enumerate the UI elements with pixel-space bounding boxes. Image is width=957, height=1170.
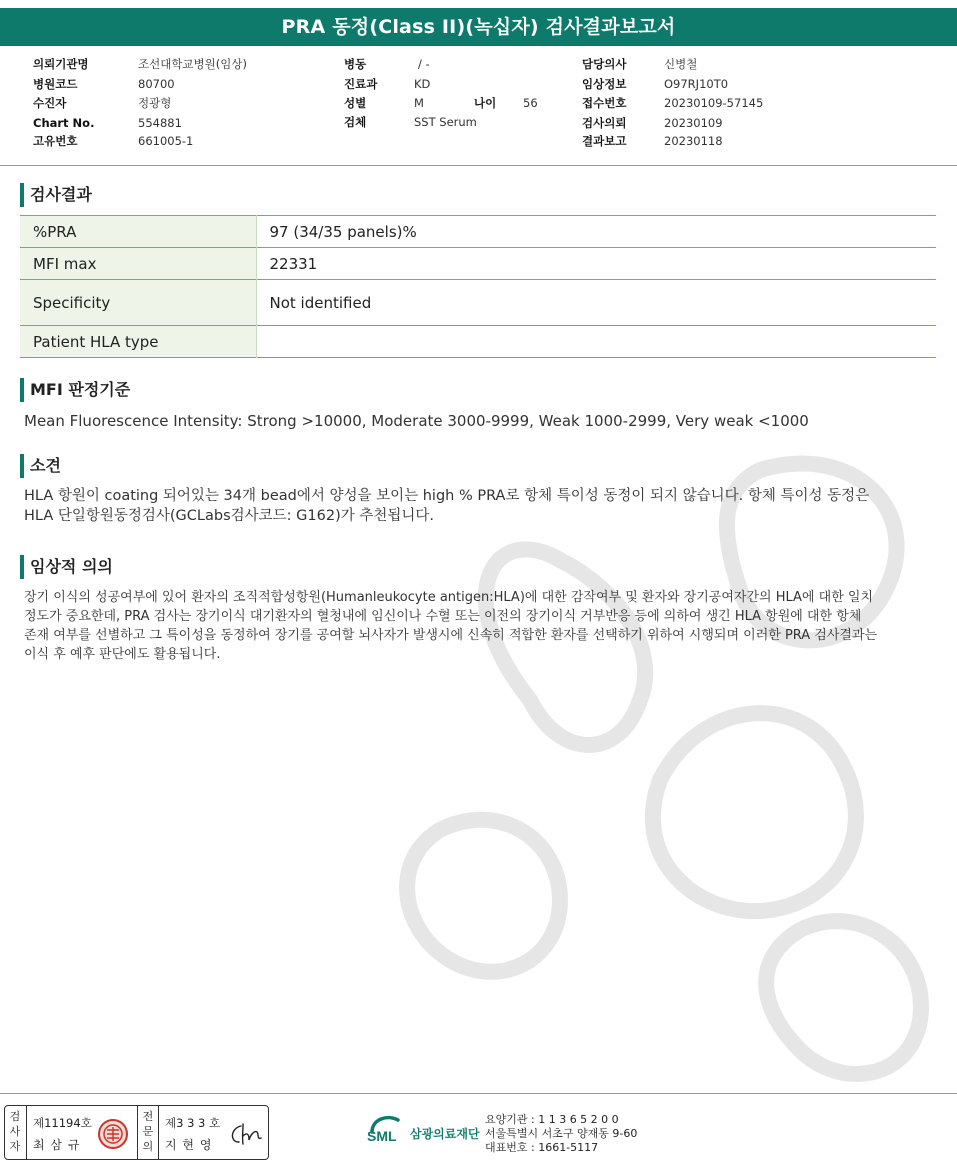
specificity-label: Specificity [20, 280, 256, 326]
footer-divider [0, 1093, 957, 1094]
report-date-label: 결과보고 [582, 134, 627, 148]
opinion-line: HLA 단일항원동정검사(GCLabs검사코드: G162)가 추천됩니다. [24, 508, 434, 524]
ward-value: / - [418, 57, 430, 71]
patient-name-value: 정광형 [138, 96, 172, 110]
physician-vertical-label [141, 1109, 155, 1154]
results-section-title: 검사결과 [20, 183, 92, 207]
receipt-no-value: 20230109-57145 [664, 96, 764, 110]
examiner-name: 최 삼 규 [33, 1138, 81, 1152]
significance-section-title: 임상적 의의 [20, 555, 113, 579]
vlabel-char: 사 [9, 1125, 21, 1138]
physician-name: 지 현 영 [165, 1138, 213, 1152]
doctor-value: 신병철 [664, 57, 698, 71]
ward-label: 병동 [344, 57, 367, 71]
significance-line: 정도가 중요한데, PRA 검사는 장기이식 대기환자의 혈청내에 임신이나 수혈 또는 이전의 장기이식 거부반응 등에 의하여 생긴 HLA 항원에 대한 항체 [24, 609, 862, 624]
org-info-line: 요양기관 : 1 1 3 6 5 2 0 0 [485, 1113, 619, 1126]
patient-info-header [0, 46, 957, 166]
mfi-max-label: MFI max [20, 248, 256, 280]
significance-line: 이식 후 예후 판단에도 활용됩니다. [24, 647, 221, 662]
org-info-line: 대표번호 : 1661-5117 [485, 1141, 599, 1154]
table-row [20, 326, 936, 358]
specimen-value: SST Serum [414, 115, 477, 129]
hospital-code-label: 병원코드 [33, 77, 78, 91]
mfi-max-value: 22331 [269, 254, 318, 273]
sign-divider [26, 1106, 27, 1159]
signature-box [4, 1105, 269, 1160]
hospital-code-value: 80700 [138, 77, 175, 91]
vlabel-char: 전 [142, 1110, 154, 1123]
vlabel-char: 검 [9, 1110, 21, 1123]
receipt-no-label: 접수번호 [582, 96, 627, 110]
mfi-criteria-text: Mean Fluorescence Intensity: Strong >10000, Moderate 3000-9999, Weak 1000-2999, Very weak <1000 [24, 412, 809, 430]
table-row [20, 280, 936, 326]
age-label: 나이 [474, 96, 497, 110]
org-name: 삼광의료재단 [410, 1127, 480, 1141]
sign-divider [137, 1106, 138, 1159]
chart-no-value: 554881 [138, 116, 182, 130]
department-label: 진료과 [344, 77, 378, 91]
department-value: KD [414, 77, 431, 91]
significance-line: 장기 이식의 성공여부에 있어 환자의 조직적합성항원(Humanleukocyte antigen:HLA)에 대한 감작여부 및 환자와 장기공여자간의 HLA에 대한 일치 [24, 590, 873, 605]
examiner-license: 제11194호 [33, 1116, 92, 1130]
physician-license: 제3 3 3 호 [165, 1116, 221, 1130]
age-value: 56 [523, 96, 538, 110]
institution-value: 조선대학교병원(임상) [138, 57, 247, 71]
request-date-label: 검사의뢰 [582, 116, 627, 130]
vlabel-char: 문 [142, 1125, 154, 1138]
sex-value: M [414, 96, 424, 110]
opinion-line: HLA 항원이 coating 되어있는 34개 bead에서 양성을 보이는 high % PRA로 항체 특이성 동정이 되지 않습니다. 항체 특이성 동정은 [24, 488, 870, 504]
clinical-info-label: 임상정보 [582, 77, 627, 91]
sign-divider [158, 1106, 159, 1159]
report-title: PRA 동정(Class II)(녹십자) 검사결과보고서 [0, 8, 957, 46]
vlabel-char: 자 [9, 1140, 21, 1153]
chart-no-label: Chart No. [33, 116, 95, 130]
specimen-label: 검체 [344, 115, 367, 129]
sml-logo-icon [366, 1110, 406, 1150]
handwritten-signature-icon [227, 1120, 265, 1148]
sml-logo-text: SML [367, 1128, 397, 1144]
org-info [485, 1113, 637, 1155]
unique-id-label: 고유번호 [33, 134, 78, 148]
clinical-info-value: O97RJ10T0 [664, 77, 729, 91]
table-row [20, 248, 936, 280]
seal-stamp-icon [97, 1118, 129, 1150]
significance-line: 존재 여부를 선별하고 그 특이성을 동정하여 장기를 공여할 뇌사자가 발생시에 신속히 적합한 환자를 선택하기 위하여 시행되며 이러한 PRA 검사결과는 [24, 628, 878, 643]
opinion-section-title: 소견 [20, 454, 61, 478]
report-date-value: 20230118 [664, 134, 723, 148]
doctor-label: 담당의사 [582, 57, 627, 71]
hla-type-value [256, 326, 936, 358]
results-table [20, 215, 936, 358]
opinion-text [24, 486, 934, 526]
institution-label: 의뢰기관명 [33, 57, 89, 71]
specificity-value: Not identified [269, 293, 372, 312]
mfi-section-title: MFI 판정기준 [20, 378, 130, 402]
table-row [20, 216, 936, 248]
hla-type-label: Patient HLA type [20, 326, 256, 358]
pra-value: 97 (34/35 panels)% [269, 222, 417, 241]
examiner-vertical-label [8, 1109, 22, 1154]
unique-id-value: 661005-1 [138, 134, 194, 148]
patient-name-label: 수진자 [33, 96, 67, 110]
significance-text [24, 588, 934, 664]
sex-label: 성별 [344, 96, 367, 110]
vlabel-char: 의 [142, 1140, 154, 1153]
pra-label: %PRA [20, 216, 256, 248]
org-info-line: 서울특별시 서초구 양재동 9-60 [485, 1127, 638, 1140]
request-date-value: 20230109 [664, 116, 723, 130]
